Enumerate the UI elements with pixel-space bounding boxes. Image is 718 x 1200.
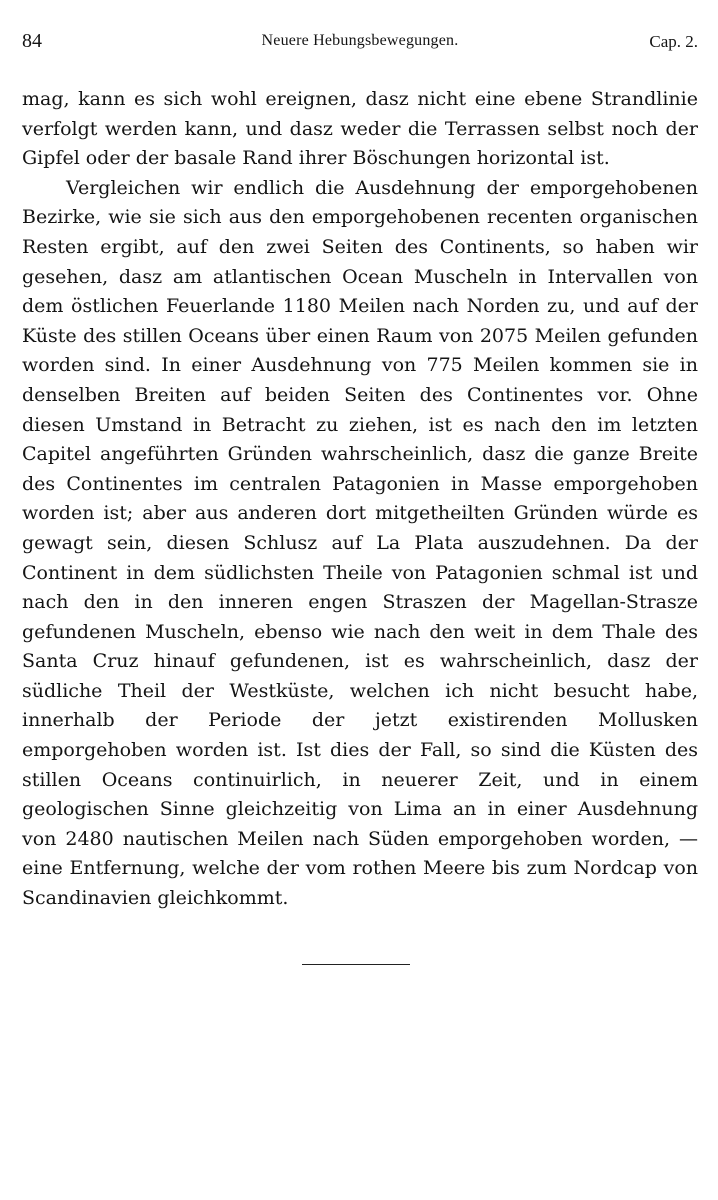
body-text <box>22 85 698 914</box>
section-end-rule <box>302 964 410 965</box>
page-header <box>22 30 698 60</box>
document-page <box>22 30 698 914</box>
paragraph-continuation: mag, kann es sich wohl ereignen, dasz nicht eine ebene Strandlinie verfolgt werden kann, und dasz weder die Terrassen selbst noch der Gipfel oder der basale Rand ihrer Böschungen horizontal ist. <box>22 88 698 170</box>
page-number: 84 <box>22 30 42 52</box>
paragraph-main: Vergleichen wir endlich die Ausdehnung der emporgehobenen Bezirke, wie sie sich aus den emporgehobenen recenten organischen Resten ergibt, auf den zwei Seiten des Continents, so haben wir gesehen, dasz am atlantischen Ocean Muscheln in Intervallen von dem östlichen Feuerlande 1180 Meilen nach Norden zu, und auf der Küste des stillen Oceans über einen Raum von 2075 Meilen gefunden worden sind. In einer Ausdehnung von 775 Meilen kommen sie in denselben Breiten auf beiden Seiten des Continentes vor. Ohne diesen Umstand in Betracht zu ziehen, ist es nach den im letzten Capitel angeführten Gründen wahrscheinlich, dasz die ganze Breite des Continentes im centralen Patagonien in Masse emporgehoben worden ist; aber aus anderen dort mitgetheilten Gründen würde es gewagt sein, diesen Schlusz auf La Plata auszudehnen. Da der Continent in dem südlichsten Theile von Patagonien schmal ist und nach den in den inneren engen Straszen der Magellan-Strasze gefundenen Muscheln, ebenso wie nach den weit in dem Thale des Santa Cruz hinauf gefundenen, ist es wahrscheinlich, dasz der südliche Theil der Westküste, welchen ich nicht besucht habe, innerhalb der Periode der jetzt existirenden Mollusken emporgehoben worden ist. Ist dies der Fall, so sind die Küsten des stillen Oceans continuirlich, in neuerer Zeit, und in einem geologischen Sinne gleichzeitig von Lima an in einer Ausdehnung von 2480 nautischen Meilen nach Süden emporgehoben worden, — eine Entfernung, welche der vom rothen Meere bis zum Nordcap von Scandinavien gleichkommt. <box>22 176 698 910</box>
chapter-label: Cap. 2. <box>649 32 698 51</box>
running-title: Neuere Hebungsbewegungen. <box>261 32 459 49</box>
